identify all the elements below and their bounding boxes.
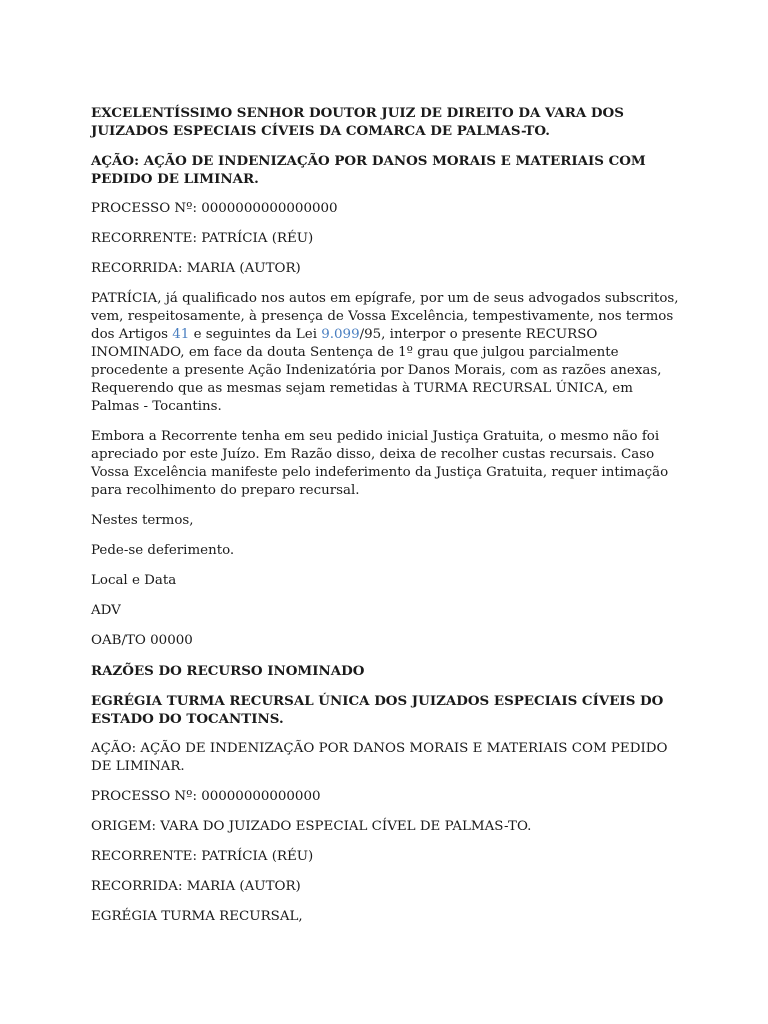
salutation: EGRÉGIA TURMA RECURSAL, [91, 909, 303, 924]
article-41-link[interactable]: 41 [172, 327, 190, 342]
oab-number: OAB/TO 00000 [91, 633, 193, 648]
reasons-title: RAZÕES DO RECURSO INOMINADO [91, 663, 365, 679]
process-number: PROCESSO Nº: 0000000000000000 [91, 201, 338, 216]
free-justice-paragraph: Embora a Recorrente tenha em seu pedido inicial Justiça Gratuita, o mesmo não foi apreciado por este Juízo. Em Razão disso, deixa de recolher custas recursais. Caso Vossa Excelência manifeste pelo indeferimento da Justiça Gratuita, requer intimação para recolhimento do preparo recursal. [91, 429, 669, 498]
law-9099-link[interactable]: 9.099 [321, 327, 360, 342]
appellee-2: RECORRIDA: MARIA (AUTOR) [91, 879, 301, 894]
action-title-2: AÇÃO: AÇÃO DE INDENIZAÇÃO POR DANOS MORAIS E MATERIAIS COM PEDIDO DE LIMINAR. [91, 741, 668, 774]
court-header: EGRÉGIA TURMA RECURSAL ÚNICA DOS JUIZADOS ESPECIAIS CÍVEIS DO ESTADO DO TOCANTINS. [91, 693, 664, 727]
appellant-2: RECORRENTE: PATRÍCIA (RÉU) [91, 849, 314, 864]
appellant: RECORRENTE: PATRÍCIA (RÉU) [91, 231, 314, 246]
closing-terms: Nestes termos, [91, 513, 194, 528]
intro-text-2: e seguintes da Lei [189, 327, 322, 342]
place-and-date: Local e Data [91, 573, 177, 588]
closing-request: Pede-se deferimento. [91, 543, 235, 558]
intro-paragraph [91, 290, 681, 416]
document-page [91, 104, 681, 938]
process-number-2: PROCESSO Nº: 00000000000000 [91, 789, 321, 804]
origin: ORIGEM: VARA DO JUIZADO ESPECIAL CÍVEL DE PALMAS-TO. [91, 819, 532, 834]
document-header: EXCELENTÍSSIMO SENHOR DOUTOR JUIZ DE DIREITO DA VARA DOS JUIZADOS ESPECIAIS CÍVEIS DA COMARCA DE PALMAS-TO. [91, 105, 624, 139]
lawyer-name: ADV [91, 603, 121, 618]
intro-text-3: /95, interpor o presente RECURSO INOMINADO, em face da douta Sentença de 1º grau que julgou parcialmente procedente a presente Ação Indenizatória por Danos Morais, com as razões anexas, Requerendo que as mesmas sejam remetidas à TURMA RECURSAL ÚNICA, em Palmas - Tocantins. [91, 327, 662, 414]
intro-text-1: PATRÍCIA, já qualificado nos autos em epígrafe, por um de seus advogados subscritos, vem, respeitosamente, à presença de Vossa Excelência, tempestivamente, nos termos dos Artigos [91, 291, 679, 342]
appellee: RECORRIDA: MARIA (AUTOR) [91, 261, 301, 276]
action-title: AÇÃO: AÇÃO DE INDENIZAÇÃO POR DANOS MORAIS E MATERIAIS COM PEDIDO DE LIMINAR. [91, 153, 646, 187]
